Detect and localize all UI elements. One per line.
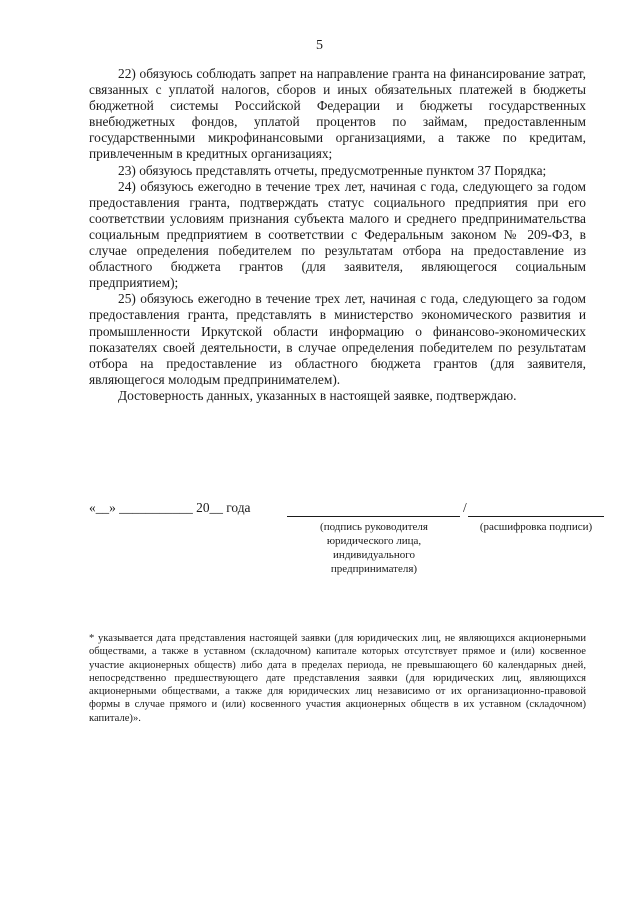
signature-date: «__» ___________ 20__ года (89, 500, 251, 515)
signature-decode-caption: (расшифровка подписи) (479, 521, 593, 533)
paragraph-25: 25) обязуюсь ежегодно в течение трех лет, начиная с года, следующего за годом предоставления гранта, представлять в министерство экономического развития и промышленности Иркутской области информацию о финансово-экономических показателях своей деятельности, в случае определения победителем по результатам отбора на предоставление из областного бюджета грантов (для заявителя, являющегося молодым предпринимателем). (89, 291, 586, 387)
paragraph-22: 22) обязуюсь соблюдать запрет на направление гранта на финансирование затрат, связанных с уплатой налогов, сборов и иных обязательных платежей в бюджеты бюджетной системы Российской Федерации и бюджеты государственных внебюджетных фондов, уплатой процентов по займам, предоставленным государственными микрофинансовыми организациями, а также по кредитам, привлеченным в кредитных организациях; (89, 66, 586, 162)
signature-line (287, 516, 460, 517)
signature-slash: / (463, 500, 467, 515)
footnote: * указывается дата представления настоящей заявки (для юридических лиц, не являющихся акционерными обществами, а также в уставном (складочном) капитале которых отсутствует прямое и (или) косвенное участие акционерных обществ) либо дата в пределах периода, не превышающего 60 календарных дней, непосредственно предшествующего дате представления заявки (для юридических лиц, являющихся акционерными обществами, а также для юридических лиц независимо от их организационно-правовой формы в случае прямого и (или) косвенного участия акционерных обществ в их уставном (складочном) капитале)». (89, 633, 586, 724)
body-text (89, 66, 586, 404)
signature-caption: (подпись руководителя юридического лица, индивидуального предпринимателя) (320, 521, 428, 575)
signature-decode-line (468, 516, 604, 517)
paragraph-23: 23) обязуюсь представлять отчеты, предусмотренные пунктом 37 Порядка; (118, 162, 547, 178)
page-number: 5 (316, 38, 323, 53)
confirmation-paragraph: Достоверность данных, указанных в настоящей заявке, подтверждаю. (118, 387, 517, 403)
paragraph-24: 24) обязуюсь ежегодно в течение трех лет, начиная с года, следующего за годом предоставления гранта, подтверждать статус социального предприятия при его соответствии условиям признания субъекта малого и среднего предпринимательства социальным предприятием в соответствии с Федеральным законом № 209-ФЗ, в случае определения победителем по результатам отбора на предоставление из областного бюджета грантов (для заявителя, являющегося социальным предприятием); (89, 178, 586, 291)
